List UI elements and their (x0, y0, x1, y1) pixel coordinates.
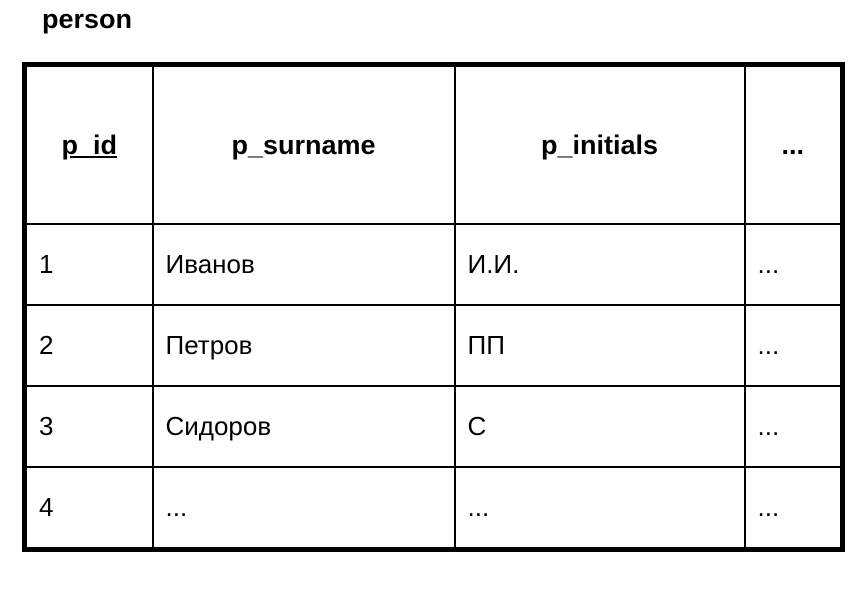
cell-p-initials: И.И. (455, 224, 745, 305)
column-header-more: ... (745, 65, 843, 225)
cell-p-initials: ПП (455, 305, 745, 386)
cell-more: ... (745, 386, 843, 467)
table-title: person (42, 4, 133, 34)
column-header-p-initials: p_initials (455, 65, 745, 225)
column-header-p-surname: p_surname (153, 65, 455, 225)
cell-p-id: 2 (25, 305, 153, 386)
cell-p-initials: ... (455, 467, 745, 550)
cell-p-initials: С (455, 386, 745, 467)
table-row (25, 224, 843, 305)
cell-p-surname: Иванов (153, 224, 455, 305)
cell-p-surname: Петров (153, 305, 455, 386)
table-row (25, 386, 843, 467)
cell-more: ... (745, 305, 843, 386)
cell-p-id: 3 (25, 386, 153, 467)
cell-p-surname: Сидоров (153, 386, 455, 467)
table-row (25, 467, 843, 550)
column-header-p-id (25, 65, 153, 225)
cell-p-id: 4 (25, 467, 153, 550)
column-header-p-id-label: p_id (61, 129, 117, 160)
cell-p-surname: ... (153, 467, 455, 550)
table-header-row (25, 65, 843, 225)
cell-more: ... (745, 224, 843, 305)
person-table (22, 62, 845, 552)
cell-p-id: 1 (25, 224, 153, 305)
table-row (25, 305, 843, 386)
cell-more: ... (745, 467, 843, 550)
